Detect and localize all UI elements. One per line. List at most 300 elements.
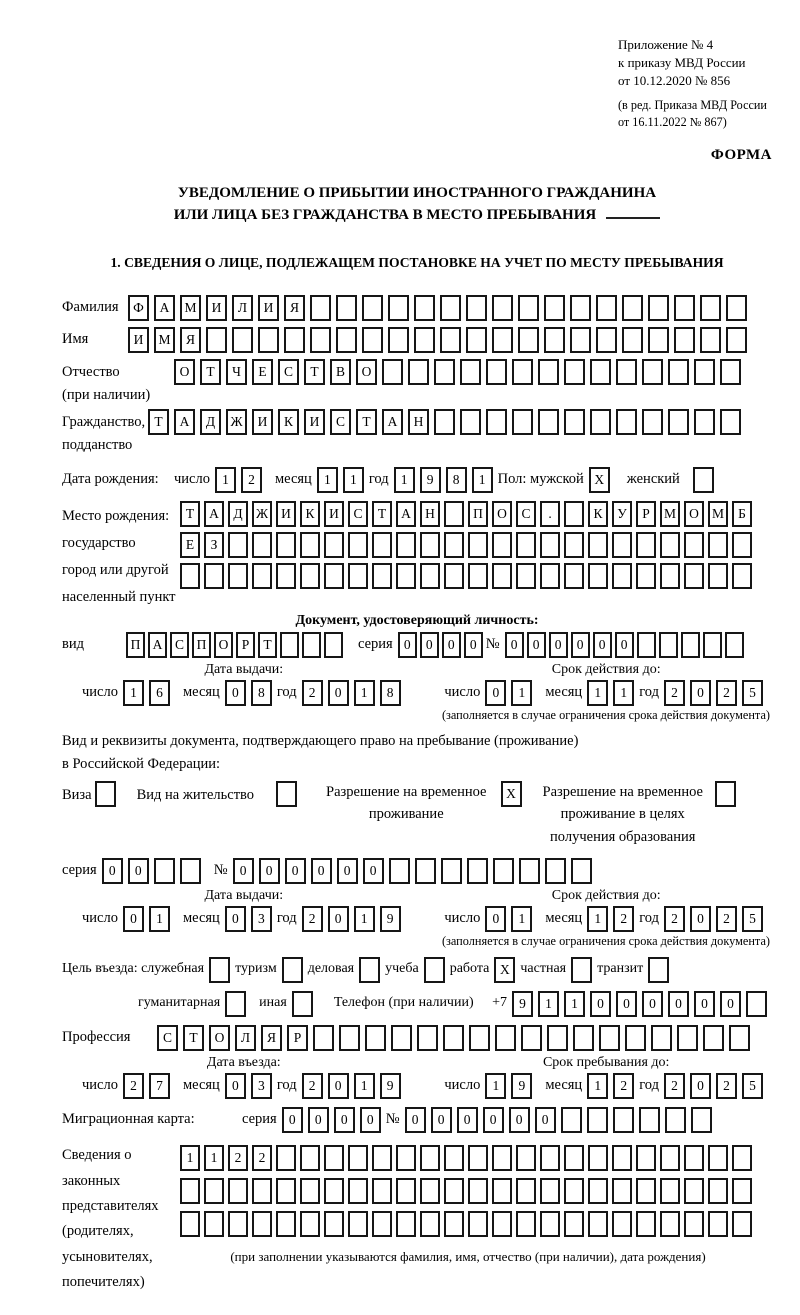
char-box[interactable] — [372, 563, 392, 589]
char-box[interactable]: О — [214, 632, 233, 658]
char-box[interactable]: 0 — [464, 632, 483, 658]
char-box[interactable] — [564, 1211, 584, 1237]
char-box[interactable] — [468, 1211, 488, 1237]
humanitarian-checkbox[interactable] — [225, 991, 251, 1017]
char-box[interactable]: Я — [284, 295, 305, 321]
char-box[interactable] — [348, 532, 368, 558]
id-issue-year-input[interactable] — [302, 680, 406, 706]
char-box[interactable] — [276, 1211, 296, 1237]
char-box[interactable]: . — [540, 501, 560, 527]
char-box[interactable]: 0 — [690, 1073, 711, 1099]
char-box[interactable] — [564, 409, 585, 435]
char-box[interactable] — [684, 563, 704, 589]
char-box[interactable]: Д — [200, 409, 221, 435]
char-box[interactable]: О — [174, 359, 195, 385]
char-box[interactable] — [636, 1211, 656, 1237]
char-box[interactable]: М — [708, 501, 728, 527]
char-box[interactable]: 0 — [485, 906, 506, 932]
char-box[interactable] — [512, 409, 533, 435]
char-box[interactable]: И — [304, 409, 325, 435]
char-box[interactable] — [324, 1178, 344, 1204]
char-box[interactable]: М — [154, 327, 175, 353]
char-box[interactable] — [228, 563, 248, 589]
char-box[interactable] — [540, 1145, 560, 1171]
char-box[interactable] — [616, 359, 637, 385]
char-box[interactable] — [372, 1211, 392, 1237]
entry-year-input[interactable] — [302, 1073, 406, 1099]
given-name-input[interactable] — [128, 327, 752, 353]
char-box[interactable] — [417, 1025, 438, 1051]
char-box[interactable] — [206, 327, 227, 353]
char-box[interactable] — [460, 359, 481, 385]
char-box[interactable]: 0 — [549, 632, 568, 658]
char-box[interactable] — [434, 359, 455, 385]
char-box[interactable] — [636, 532, 656, 558]
char-box[interactable]: П — [192, 632, 211, 658]
surname-input[interactable] — [128, 295, 752, 321]
char-box[interactable] — [336, 327, 357, 353]
char-box[interactable] — [466, 295, 487, 321]
char-box[interactable] — [612, 563, 632, 589]
char-box[interactable] — [538, 359, 559, 385]
char-box[interactable]: 0 — [694, 991, 715, 1017]
char-box[interactable]: 2 — [302, 906, 323, 932]
char-box[interactable] — [516, 1211, 536, 1237]
char-box[interactable] — [492, 563, 512, 589]
char-box[interactable] — [732, 1178, 752, 1204]
char-box[interactable] — [302, 632, 321, 658]
char-box[interactable] — [420, 1145, 440, 1171]
char-box[interactable]: И — [252, 409, 273, 435]
char-box[interactable] — [434, 409, 455, 435]
char-box[interactable] — [389, 858, 410, 884]
char-box[interactable] — [708, 1178, 728, 1204]
permit-valid-day-input[interactable] — [485, 906, 537, 932]
char-box[interactable]: О — [209, 1025, 230, 1051]
char-box[interactable] — [588, 532, 608, 558]
char-box[interactable]: Ж — [252, 501, 272, 527]
char-box[interactable] — [636, 563, 656, 589]
char-box[interactable]: 1 — [394, 467, 415, 493]
id-issue-day-input[interactable] — [123, 680, 175, 706]
char-box[interactable] — [444, 1211, 464, 1237]
char-box[interactable] — [547, 1025, 568, 1051]
char-box[interactable] — [693, 467, 714, 493]
char-box[interactable]: 8 — [446, 467, 467, 493]
char-box[interactable] — [516, 563, 536, 589]
char-box[interactable] — [420, 1211, 440, 1237]
char-box[interactable] — [300, 563, 320, 589]
char-box[interactable]: Т — [258, 632, 277, 658]
char-box[interactable] — [444, 501, 464, 527]
temp-residence-checkbox[interactable] — [501, 781, 527, 807]
char-box[interactable] — [540, 1178, 560, 1204]
char-box[interactable]: В — [330, 359, 351, 385]
char-box[interactable]: И — [258, 295, 279, 321]
char-box[interactable]: Н — [408, 409, 429, 435]
char-box[interactable] — [684, 1211, 704, 1237]
char-box[interactable] — [365, 1025, 386, 1051]
char-box[interactable]: И — [276, 501, 296, 527]
char-box[interactable]: А — [204, 501, 224, 527]
char-box[interactable]: 9 — [512, 991, 533, 1017]
profession-input[interactable] — [157, 1025, 755, 1051]
char-box[interactable]: X — [589, 467, 610, 493]
char-box[interactable]: X — [501, 781, 522, 807]
char-box[interactable] — [492, 327, 513, 353]
char-box[interactable]: О — [356, 359, 377, 385]
tourism-checkbox[interactable] — [282, 957, 308, 983]
char-box[interactable] — [660, 1211, 680, 1237]
char-box[interactable] — [232, 327, 253, 353]
patronymic-input[interactable] — [174, 359, 746, 385]
citizenship-input[interactable] — [148, 409, 746, 435]
char-box[interactable]: Р — [236, 632, 255, 658]
char-box[interactable] — [372, 1178, 392, 1204]
char-box[interactable]: 9 — [380, 1073, 401, 1099]
char-box[interactable] — [468, 1145, 488, 1171]
char-box[interactable]: 0 — [690, 906, 711, 932]
char-box[interactable] — [495, 1025, 516, 1051]
char-box[interactable] — [732, 1145, 752, 1171]
char-box[interactable] — [544, 295, 565, 321]
char-box[interactable]: 0 — [571, 632, 590, 658]
char-box[interactable]: П — [126, 632, 145, 658]
char-box[interactable] — [204, 1211, 224, 1237]
char-box[interactable]: Т — [180, 501, 200, 527]
char-box[interactable] — [228, 532, 248, 558]
char-box[interactable]: 2 — [302, 680, 323, 706]
char-box[interactable] — [420, 532, 440, 558]
char-box[interactable] — [252, 532, 272, 558]
char-box[interactable] — [588, 1145, 608, 1171]
char-box[interactable] — [276, 563, 296, 589]
doc-series-input[interactable] — [398, 632, 486, 658]
char-box[interactable]: 0 — [311, 858, 332, 884]
char-box[interactable] — [391, 1025, 412, 1051]
char-box[interactable] — [639, 1107, 660, 1133]
char-box[interactable]: М — [660, 501, 680, 527]
char-box[interactable] — [310, 327, 331, 353]
char-box[interactable] — [388, 327, 409, 353]
char-box[interactable]: 9 — [380, 906, 401, 932]
char-box[interactable]: Т — [372, 501, 392, 527]
char-box[interactable]: А — [148, 632, 167, 658]
char-box[interactable] — [636, 1178, 656, 1204]
char-box[interactable]: 0 — [308, 1107, 329, 1133]
char-box[interactable]: 0 — [225, 1073, 246, 1099]
char-box[interactable]: 2 — [664, 1073, 685, 1099]
char-box[interactable]: 0 — [505, 632, 524, 658]
char-box[interactable] — [659, 632, 678, 658]
char-box[interactable] — [362, 327, 383, 353]
char-box[interactable] — [282, 957, 303, 983]
char-box[interactable]: Я — [261, 1025, 282, 1051]
char-box[interactable] — [396, 1145, 416, 1171]
char-box[interactable]: 0 — [668, 991, 689, 1017]
char-box[interactable] — [625, 1025, 646, 1051]
char-box[interactable] — [691, 1107, 712, 1133]
char-box[interactable]: Т — [183, 1025, 204, 1051]
char-box[interactable]: 0 — [642, 991, 663, 1017]
char-box[interactable]: З — [204, 532, 224, 558]
char-box[interactable] — [324, 532, 344, 558]
char-box[interactable] — [443, 1025, 464, 1051]
char-box[interactable] — [540, 532, 560, 558]
work-checkbox[interactable] — [494, 957, 520, 983]
official-checkbox[interactable] — [209, 957, 235, 983]
char-box[interactable]: О — [684, 501, 704, 527]
char-box[interactable] — [228, 1211, 248, 1237]
char-box[interactable]: У — [612, 501, 632, 527]
permit-issue-month-input[interactable] — [225, 906, 277, 932]
char-box[interactable] — [310, 295, 331, 321]
char-box[interactable] — [252, 563, 272, 589]
char-box[interactable] — [732, 1211, 752, 1237]
char-box[interactable] — [440, 295, 461, 321]
char-box[interactable]: 1 — [613, 680, 634, 706]
char-box[interactable] — [571, 957, 592, 983]
char-box[interactable] — [300, 532, 320, 558]
char-box[interactable]: 0 — [509, 1107, 530, 1133]
char-box[interactable]: 9 — [420, 467, 441, 493]
char-box[interactable]: 0 — [398, 632, 417, 658]
char-box[interactable] — [674, 327, 695, 353]
char-box[interactable]: Н — [420, 501, 440, 527]
char-box[interactable]: 0 — [128, 858, 149, 884]
char-box[interactable]: 1 — [149, 906, 170, 932]
char-box[interactable]: Р — [636, 501, 656, 527]
char-box[interactable]: 0 — [225, 680, 246, 706]
char-box[interactable]: С — [278, 359, 299, 385]
char-box[interactable] — [729, 1025, 750, 1051]
char-box[interactable]: Е — [180, 532, 200, 558]
temp-residence-edu-checkbox[interactable] — [715, 781, 741, 807]
char-box[interactable] — [708, 532, 728, 558]
char-box[interactable] — [564, 359, 585, 385]
permit-valid-month-input[interactable] — [587, 906, 639, 932]
char-box[interactable] — [613, 1107, 634, 1133]
char-box[interactable]: 0 — [363, 858, 384, 884]
char-box[interactable] — [694, 409, 715, 435]
char-box[interactable] — [396, 1178, 416, 1204]
char-box[interactable] — [180, 858, 201, 884]
char-box[interactable] — [180, 1178, 200, 1204]
char-box[interactable]: 3 — [251, 1073, 272, 1099]
char-box[interactable] — [540, 563, 560, 589]
char-box[interactable] — [703, 1025, 724, 1051]
migration-number-input[interactable] — [405, 1107, 717, 1133]
char-box[interactable] — [518, 295, 539, 321]
char-box[interactable] — [587, 1107, 608, 1133]
char-box[interactable]: 7 — [149, 1073, 170, 1099]
char-box[interactable] — [588, 563, 608, 589]
char-box[interactable]: 0 — [720, 991, 741, 1017]
char-box[interactable] — [708, 1211, 728, 1237]
permit-issue-year-input[interactable] — [302, 906, 406, 932]
char-box[interactable] — [684, 532, 704, 558]
char-box[interactable] — [441, 858, 462, 884]
char-box[interactable] — [612, 1145, 632, 1171]
char-box[interactable] — [564, 501, 584, 527]
char-box[interactable]: 2 — [716, 680, 737, 706]
char-box[interactable] — [276, 1178, 296, 1204]
char-box[interactable]: 0 — [527, 632, 546, 658]
char-box[interactable] — [396, 563, 416, 589]
char-box[interactable] — [492, 532, 512, 558]
char-box[interactable] — [292, 991, 313, 1017]
char-box[interactable] — [444, 1178, 464, 1204]
char-box[interactable] — [468, 1178, 488, 1204]
char-box[interactable] — [512, 359, 533, 385]
char-box[interactable] — [396, 532, 416, 558]
char-box[interactable]: Т — [200, 359, 221, 385]
char-box[interactable] — [648, 327, 669, 353]
char-box[interactable] — [732, 563, 752, 589]
char-box[interactable]: 1 — [317, 467, 338, 493]
char-box[interactable] — [362, 295, 383, 321]
char-box[interactable]: 8 — [380, 680, 401, 706]
char-box[interactable] — [571, 858, 592, 884]
char-box[interactable]: С — [330, 409, 351, 435]
char-box[interactable]: С — [170, 632, 189, 658]
char-box[interactable] — [561, 1107, 582, 1133]
char-box[interactable] — [665, 1107, 686, 1133]
permit-series-input[interactable] — [102, 858, 206, 884]
char-box[interactable] — [700, 295, 721, 321]
char-box[interactable]: 0 — [690, 680, 711, 706]
char-box[interactable] — [570, 327, 591, 353]
char-box[interactable] — [420, 563, 440, 589]
char-box[interactable] — [225, 991, 246, 1017]
char-box[interactable]: 0 — [457, 1107, 478, 1133]
char-box[interactable]: 0 — [259, 858, 280, 884]
char-box[interactable] — [276, 781, 297, 807]
birthplace-line1-input[interactable] — [180, 501, 756, 527]
char-box[interactable]: К — [300, 501, 320, 527]
char-box[interactable] — [424, 957, 445, 983]
stay-year-input[interactable] — [664, 1073, 768, 1099]
char-box[interactable] — [720, 359, 741, 385]
char-box[interactable] — [599, 1025, 620, 1051]
char-box[interactable]: 9 — [511, 1073, 532, 1099]
char-box[interactable] — [573, 1025, 594, 1051]
id-valid-year-input[interactable] — [664, 680, 768, 706]
char-box[interactable]: 1 — [587, 906, 608, 932]
char-box[interactable]: 2 — [302, 1073, 323, 1099]
char-box[interactable]: 3 — [251, 906, 272, 932]
char-box[interactable]: 5 — [742, 1073, 763, 1099]
char-box[interactable] — [486, 409, 507, 435]
char-box[interactable]: 0 — [616, 991, 637, 1017]
char-box[interactable]: А — [174, 409, 195, 435]
char-box[interactable] — [570, 295, 591, 321]
char-box[interactable]: 2 — [123, 1073, 144, 1099]
char-box[interactable] — [324, 1211, 344, 1237]
char-box[interactable] — [521, 1025, 542, 1051]
char-box[interactable]: 0 — [360, 1107, 381, 1133]
char-box[interactable] — [588, 1211, 608, 1237]
char-box[interactable] — [660, 563, 680, 589]
char-box[interactable] — [746, 991, 767, 1017]
char-box[interactable] — [180, 1211, 200, 1237]
char-box[interactable]: 0 — [337, 858, 358, 884]
char-box[interactable]: 2 — [613, 906, 634, 932]
permit-issue-day-input[interactable] — [123, 906, 175, 932]
entry-day-input[interactable] — [123, 1073, 175, 1099]
char-box[interactable] — [590, 409, 611, 435]
char-box[interactable] — [588, 1178, 608, 1204]
char-box[interactable]: 1 — [343, 467, 364, 493]
char-box[interactable]: 2 — [664, 906, 685, 932]
char-box[interactable] — [336, 295, 357, 321]
char-box[interactable] — [725, 632, 744, 658]
char-box[interactable]: А — [396, 501, 416, 527]
char-box[interactable] — [359, 957, 380, 983]
entry-month-input[interactable] — [225, 1073, 277, 1099]
birth-year-input[interactable] — [394, 467, 498, 493]
char-box[interactable]: 0 — [431, 1107, 452, 1133]
char-box[interactable] — [258, 327, 279, 353]
char-box[interactable] — [516, 1178, 536, 1204]
stay-month-input[interactable] — [587, 1073, 639, 1099]
char-box[interactable]: 1 — [472, 467, 493, 493]
char-box[interactable] — [564, 1178, 584, 1204]
char-box[interactable]: 1 — [564, 991, 585, 1017]
char-box[interactable]: К — [588, 501, 608, 527]
char-box[interactable]: 0 — [328, 906, 349, 932]
char-box[interactable]: А — [382, 409, 403, 435]
char-box[interactable]: 0 — [405, 1107, 426, 1133]
doc-type-input[interactable] — [126, 632, 346, 658]
char-box[interactable] — [684, 1145, 704, 1171]
char-box[interactable]: И — [128, 327, 149, 353]
char-box[interactable]: 0 — [442, 632, 461, 658]
char-box[interactable]: П — [468, 501, 488, 527]
char-box[interactable] — [684, 1178, 704, 1204]
char-box[interactable]: 8 — [251, 680, 272, 706]
char-box[interactable] — [651, 1025, 672, 1051]
char-box[interactable] — [284, 327, 305, 353]
id-valid-day-input[interactable] — [485, 680, 537, 706]
char-box[interactable]: 1 — [354, 906, 375, 932]
char-box[interactable] — [596, 295, 617, 321]
char-box[interactable]: Л — [235, 1025, 256, 1051]
char-box[interactable] — [348, 563, 368, 589]
char-box[interactable] — [596, 327, 617, 353]
char-box[interactable] — [700, 327, 721, 353]
char-box[interactable]: 1 — [511, 906, 532, 932]
char-box[interactable] — [492, 1211, 512, 1237]
char-box[interactable] — [324, 632, 343, 658]
birthplace-line3-input[interactable] — [180, 563, 756, 589]
char-box[interactable] — [444, 1145, 464, 1171]
char-box[interactable]: 5 — [742, 906, 763, 932]
char-box[interactable]: 2 — [241, 467, 262, 493]
char-box[interactable]: Д — [228, 501, 248, 527]
char-box[interactable] — [703, 632, 722, 658]
char-box[interactable] — [726, 295, 747, 321]
char-box[interactable] — [468, 563, 488, 589]
char-box[interactable]: Б — [732, 501, 752, 527]
char-box[interactable] — [732, 532, 752, 558]
char-box[interactable] — [228, 1178, 248, 1204]
char-box[interactable]: 2 — [664, 680, 685, 706]
char-box[interactable] — [180, 563, 200, 589]
char-box[interactable] — [252, 1211, 272, 1237]
other-checkbox[interactable] — [292, 991, 318, 1017]
transit-checkbox[interactable] — [648, 957, 674, 983]
